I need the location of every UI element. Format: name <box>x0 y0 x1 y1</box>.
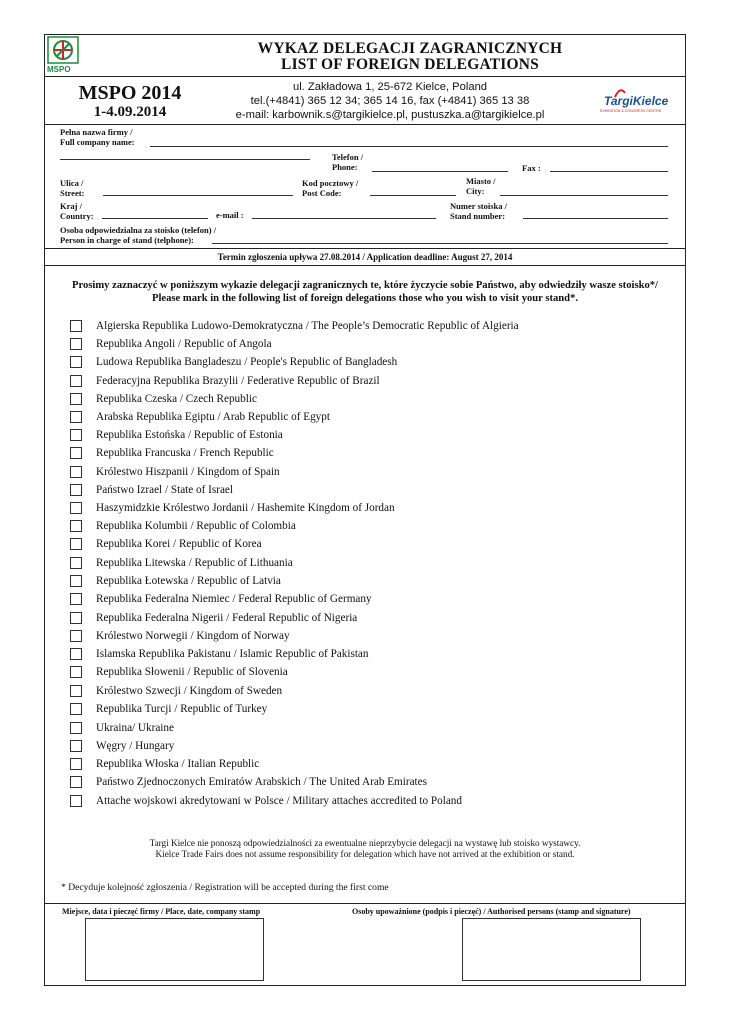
postcode-label-pl: Kod pocztowy / <box>302 178 359 188</box>
fax-label: Fax : <box>522 163 541 173</box>
street-field[interactable] <box>103 195 293 196</box>
delegation-checkbox[interactable] <box>70 703 82 715</box>
delegation-label: Republika Litewska / Republic of Lithuania <box>96 557 293 569</box>
company-stamp-box[interactable] <box>85 918 264 981</box>
delegation-label: Republika Francuska / French Republic <box>96 447 274 459</box>
company-label <box>60 127 135 147</box>
city-label <box>466 176 496 196</box>
delegation-checkbox[interactable] <box>70 502 82 514</box>
disclaimer-en: Kielce Trade Fairs does not assume responsibility for delegation which have not arrived at the exhibition or stand. <box>155 849 575 859</box>
person-label-en: Person in charge of stand (telphone): <box>60 235 194 245</box>
country-field[interactable] <box>102 218 208 219</box>
delegation-checkbox[interactable] <box>70 466 82 478</box>
signature-box[interactable] <box>462 918 641 981</box>
delegation-checkbox[interactable] <box>70 484 82 496</box>
delegation-label: Republika Kolumbii / Republic of Colombia <box>96 520 296 532</box>
targi-kielce-logo-text: TargiKielce <box>604 94 669 108</box>
delegation-label: Ukraina/ Ukraine <box>96 722 174 734</box>
phone-label-en: Phone: <box>332 162 358 172</box>
intro-pl: Prosimy zaznaczyć w poniższym wykazie delegacji zagranicznych te, które życzycie sobie Państwo, aby odwiedziły wasze stoisko*/ <box>72 280 658 291</box>
delegation-checkbox[interactable] <box>70 375 82 387</box>
stand-number-field[interactable] <box>523 218 668 219</box>
email-field[interactable] <box>252 218 436 219</box>
delegation-label: Republika Korei / Republic of Korea <box>96 538 262 550</box>
person-label <box>60 225 216 245</box>
delegation-label: Republika Czeska / Czech Republic <box>96 393 257 405</box>
title-en: LIST OF FOREIGN DELEGATIONS <box>281 56 539 73</box>
address: ul. Zakładowa 1, 25-672 Kielce, Poland <box>292 81 488 93</box>
delegation-label: Attache wojskowi akredytowani w Polsce / Military attaches accredited to Poland <box>96 795 462 807</box>
delegation-checkbox[interactable] <box>70 557 82 569</box>
stand-label <box>450 201 507 221</box>
delegation-checkbox[interactable] <box>70 722 82 734</box>
delegation-label: Królestwo Szwecji / Kingdom of Sweden <box>96 685 283 697</box>
event-name: MSPO 2014 <box>78 82 182 104</box>
divider <box>44 265 686 266</box>
phone-fax: tel.(+4841) 365 12 34; 365 14 16, fax (+4841) 365 13 38 <box>250 95 530 107</box>
delegation-checkbox[interactable] <box>70 411 82 423</box>
intro-text <box>44 279 686 305</box>
delegation-checkbox[interactable] <box>70 447 82 459</box>
delegation-label: Republika Estońska / Republic of Estonia <box>96 429 283 441</box>
delegation-checkbox[interactable] <box>70 648 82 660</box>
delegation-label: Federacyjna Republika Brazylii / Federative Republic of Brazil <box>96 375 380 387</box>
street-label-pl: Ulica / <box>60 178 84 188</box>
company-label-en: Full company name: <box>60 137 135 147</box>
delegation-label: Państwo Zjednoczonych Emiratów Arabskich / The United Arab Emirates <box>96 776 427 788</box>
contact-block <box>210 80 570 122</box>
stand-label-pl: Numer stoiska / <box>450 201 507 211</box>
delegation-label: Algierska Republika Ludowo-Demokratyczna / The People’s Democratic Republic of Algieria <box>96 320 519 332</box>
deadline-text: Termin zgłoszenia upływa 27.08.2014 / Application deadline: August 27, 2014 <box>217 252 513 262</box>
disclaimer <box>44 838 686 860</box>
authorised-label: Osoby upoważnione (podpis i pieczęć) / Authorised persons (stamp and signature) <box>352 907 631 916</box>
footnote: * Decyduje kolejność zgłoszenia / Registration will be accepted during the first come <box>61 882 389 893</box>
phone-field[interactable] <box>372 171 508 172</box>
company-name-field[interactable] <box>150 146 668 147</box>
intro-en: Please mark in the following list of foreign delegations those who you wish to visit your stand*. <box>151 293 579 304</box>
delegation-label: Republika Łotewska / Republic of Latvia <box>96 575 281 587</box>
contact-email: e-mail: karbownik.s@targikielce.pl, pustuszka.a@targikielce.pl <box>235 109 545 121</box>
country-label <box>60 201 94 221</box>
delegation-checkbox[interactable] <box>70 685 82 697</box>
city-label-en: City: <box>466 186 485 196</box>
delegation-checkbox[interactable] <box>70 320 82 332</box>
delegation-label: Republika Federalna Niemiec / Federal Republic of Germany <box>96 593 372 605</box>
delegation-checkbox[interactable] <box>70 758 82 770</box>
email-label: e-mail : <box>216 210 244 220</box>
stand-label-en: Stand number: <box>450 211 506 221</box>
delegation-checkbox[interactable] <box>70 429 82 441</box>
delegation-checkbox[interactable] <box>70 538 82 550</box>
targi-kielce-logo-sub: EXHIBITION & CONGRESS CENTRE <box>600 109 662 113</box>
divider <box>44 903 686 904</box>
company-name-field-2[interactable] <box>60 159 310 160</box>
delegation-label: Ludowa Republika Bangladeszu / People's Republic of Bangladesh <box>96 356 398 368</box>
title-pl: WYKAZ DELEGACJI ZAGRANICZNYCH <box>257 40 563 57</box>
company-label-pl: Pełna nazwa firmy / <box>60 127 133 137</box>
delegation-checkbox[interactable] <box>70 520 82 532</box>
street-label-en: Street: <box>60 188 85 198</box>
delegation-checkbox[interactable] <box>70 356 82 368</box>
city-label-pl: Miasto / <box>466 176 496 186</box>
delegation-label: Islamska Republika Pakistanu / Islamic Republic of Pakistan <box>96 648 369 660</box>
delegation-label: Haszymidzkie Królestwo Jordanii / Hashemite Kingdom of Jordan <box>96 502 395 514</box>
delegation-checkbox[interactable] <box>70 795 82 807</box>
mspo-logo <box>47 36 79 76</box>
delegation-checkbox[interactable] <box>70 338 82 350</box>
divider <box>44 124 686 125</box>
delegation-checkbox[interactable] <box>70 593 82 605</box>
delegation-label: Królestwo Norwegii / Kingdom of Norway <box>96 630 290 642</box>
delegation-label: Republika Turcji / Republic of Turkey <box>96 703 268 715</box>
delegation-label: Królestwo Hiszpanii / Kingdom of Spain <box>96 466 280 478</box>
delegation-label: Republika Włoska / Italian Republic <box>96 758 260 770</box>
person-label-pl: Osoba odpowiedzialna za stoisko (telefon) / <box>60 225 217 235</box>
divider <box>44 248 686 249</box>
postcode-label-en: Post Code: <box>302 188 342 198</box>
postcode-label <box>302 178 358 198</box>
country-label-pl: Kraj / <box>60 201 82 211</box>
delegation-label: Republika Słowenii / Republic of Slovenia <box>96 666 288 678</box>
disclaimer-pl: Targi Kielce nie ponoszą odpowiedzialności za ewentualne nieprzybycie delegacji na wystawę lub stoisko wystawcy. <box>149 838 581 848</box>
delegation-checkbox[interactable] <box>70 575 82 587</box>
phone-label <box>332 152 363 172</box>
city-field[interactable] <box>500 195 668 196</box>
country-label-en: Country: <box>60 211 94 221</box>
delegation-label: Węgry / Hungary <box>96 740 175 752</box>
fax-field[interactable] <box>550 171 668 172</box>
delegation-label: Republika Federalna Nigerii / Federal Republic of Nigeria <box>96 612 358 624</box>
postcode-field[interactable] <box>370 195 456 196</box>
delegation-label: Republika Angoli / Republic of Angola <box>96 338 272 350</box>
delegation-label: Państwo Izrael / State of Israel <box>96 484 233 496</box>
divider <box>44 76 686 77</box>
stamp-label: Miejsce, data i pieczęć firmy / Place, date, company stamp <box>62 907 261 916</box>
street-label <box>60 178 84 198</box>
delegation-checkbox[interactable] <box>70 776 82 788</box>
delegation-checkbox[interactable] <box>70 612 82 624</box>
phone-label-pl: Telefon / <box>332 152 364 162</box>
delegation-checkbox[interactable] <box>70 740 82 752</box>
delegation-label: Arabska Republika Egiptu / Arab Republic of Egypt <box>96 411 330 423</box>
delegation-checkbox[interactable] <box>70 393 82 405</box>
delegation-checkbox[interactable] <box>70 666 82 678</box>
targi-kielce-logo <box>598 86 674 116</box>
mspo-logo-text: MSPO <box>47 65 71 74</box>
delegation-checkbox[interactable] <box>70 630 82 642</box>
person-in-charge-field[interactable] <box>212 243 668 244</box>
event-dates: 1-4.09.2014 <box>93 104 167 120</box>
